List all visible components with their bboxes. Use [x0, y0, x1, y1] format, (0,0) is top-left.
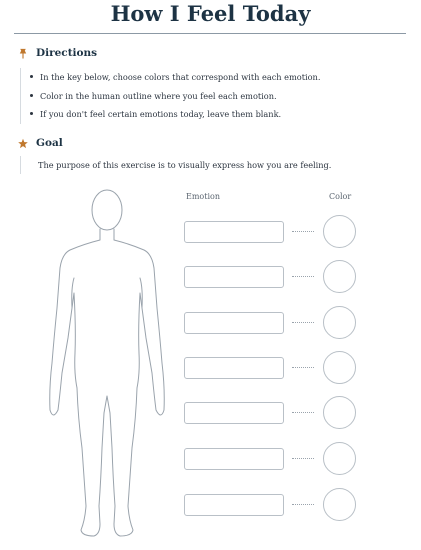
- goal-label: Goal: [36, 137, 63, 149]
- leader-dots: [292, 367, 314, 368]
- color-swatch[interactable]: [323, 306, 356, 339]
- color-column-header: Color: [329, 192, 352, 201]
- page-title: How I Feel Today: [110, 1, 311, 26]
- key-row: [184, 353, 364, 383]
- list-item: If you don't feel certain emotions today, leave them blank.: [30, 105, 320, 124]
- human-outline[interactable]: [44, 188, 170, 543]
- emotion-field[interactable]: [184, 402, 284, 424]
- title-divider: [14, 33, 406, 34]
- leader-dots: [292, 231, 314, 232]
- leader-dots: [292, 276, 314, 277]
- key-row: [184, 217, 364, 247]
- color-swatch[interactable]: [323, 351, 356, 384]
- key-row: [184, 398, 364, 428]
- emotion-field[interactable]: [184, 312, 284, 334]
- key-row: [184, 444, 364, 474]
- list-item: Color in the human outline where you feel each emotion.: [30, 87, 320, 106]
- color-swatch[interactable]: [323, 442, 356, 475]
- goal-heading: [18, 137, 63, 149]
- color-swatch[interactable]: [323, 260, 356, 293]
- leader-dots: [292, 322, 314, 323]
- pushpin-icon: [18, 48, 28, 59]
- leader-dots: [292, 504, 314, 505]
- emotion-field[interactable]: [184, 357, 284, 379]
- goal-text: The purpose of this exercise is to visually express how you are feeling.: [20, 156, 331, 174]
- emotion-field[interactable]: [184, 221, 284, 243]
- list-item: In the key below, choose colors that correspond with each emotion.: [30, 68, 320, 87]
- color-swatch[interactable]: [323, 488, 356, 521]
- leader-dots: [292, 412, 314, 413]
- color-swatch[interactable]: [323, 215, 356, 248]
- emotion-field[interactable]: [184, 266, 284, 288]
- key-row: [184, 490, 364, 520]
- leader-dots: [292, 458, 314, 459]
- star-icon: [18, 138, 28, 149]
- key-row: [184, 308, 364, 338]
- color-swatch[interactable]: [323, 396, 356, 429]
- directions-label: Directions: [36, 47, 98, 59]
- key-row: [184, 262, 364, 292]
- emotion-column-header: Emotion: [186, 192, 220, 201]
- directions-list: [20, 68, 320, 124]
- emotion-field[interactable]: [184, 494, 284, 516]
- emotion-field[interactable]: [184, 448, 284, 470]
- directions-heading: [18, 47, 97, 59]
